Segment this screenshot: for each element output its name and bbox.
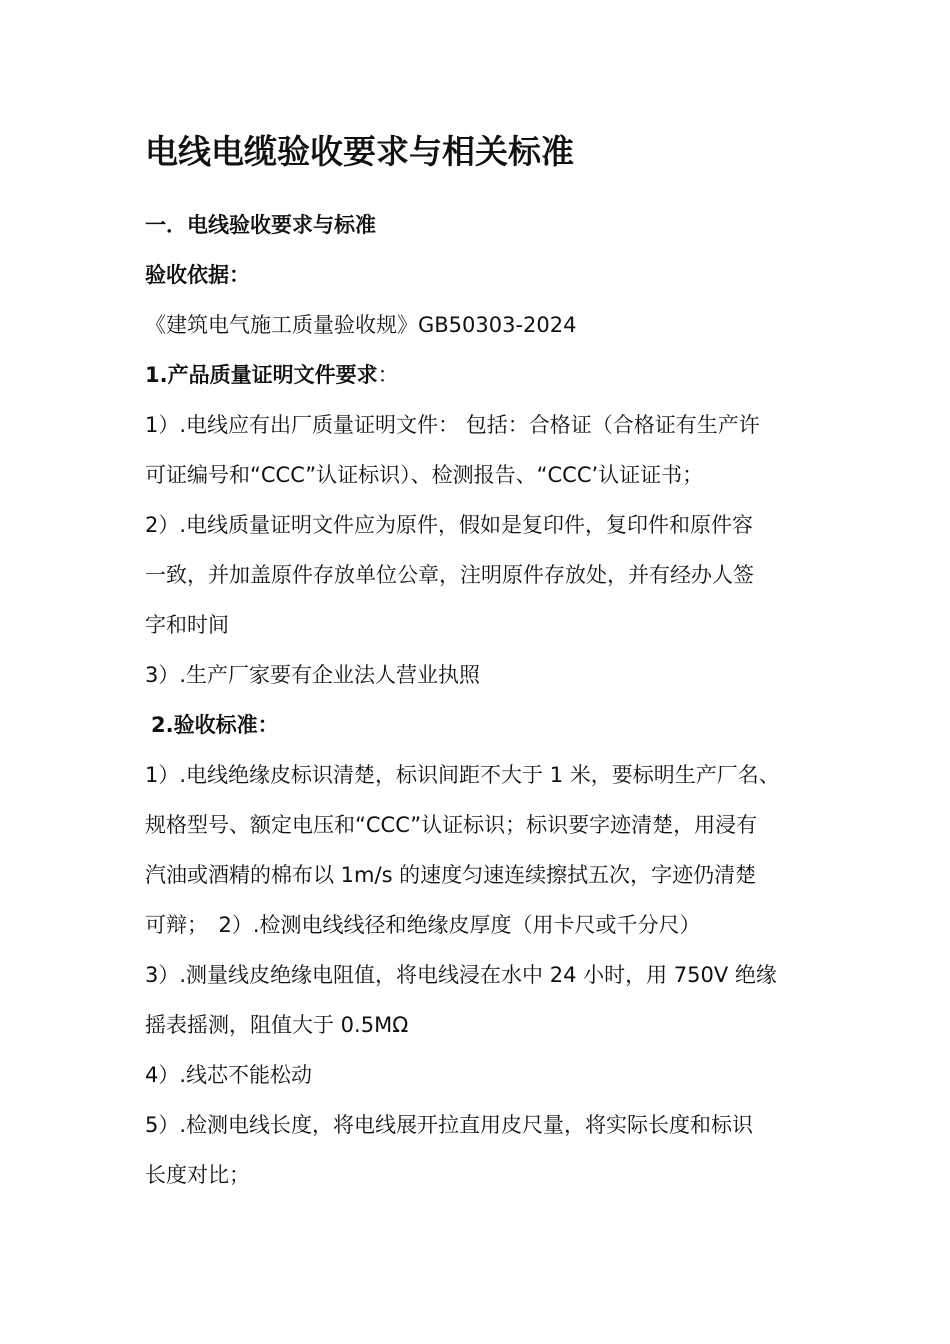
paragraph-line: 1）.电线应有出厂质量证明文件： 包括：合格证（合格证有生产许 bbox=[145, 413, 760, 437]
paragraph-line: 汽油或酒精的棉布以 1m/s 的速度匀速连续擦拭五次，字迹仍清楚 bbox=[145, 863, 757, 887]
subheading-quality-docs bbox=[145, 360, 399, 390]
document-title: 电线电缆验收要求与相关标准 bbox=[145, 132, 574, 171]
paragraph-line: 规格型号、额定电压和“CCC”认证标识；标识要字迹清楚，用浸有 bbox=[145, 813, 758, 837]
paragraph-line: 《建筑电气施工质量验收规》GB50303-2024 bbox=[145, 313, 577, 337]
subheading-quality-docs-text: 1.产品质量证明文件要求 bbox=[145, 363, 378, 387]
paragraph-line: 可辩； 2）.检测电线线径和绝缘皮厚度（用卡尺或千分尺） bbox=[145, 913, 701, 937]
paragraph-line: 可证编号和“CCC”认证标识）、检测报告、“CCC’认证证书； bbox=[145, 463, 704, 487]
paragraph-line: 3）.生产厂家要有企业法人营业执照 bbox=[145, 663, 481, 687]
section-heading: 一．电线验收要求与标准 bbox=[145, 213, 376, 237]
paragraph-line: 字和时间 bbox=[145, 613, 229, 637]
paragraph-line: 3）.测量线皮绝缘电阻值，将电线浸在水中 24 小时，用 750V 绝缘 bbox=[145, 963, 777, 987]
subheading-standards: 2.验收标准： bbox=[151, 713, 279, 737]
subheading-basis: 验收依据： bbox=[145, 263, 250, 287]
paragraph-line: 2）.电线质量证明文件应为原件，假如是复印件，复印件和原件容 bbox=[145, 513, 754, 537]
paragraph-line: 1）.电线绝缘皮标识清楚，标识间距不大于 1 米，要标明生产厂名、 bbox=[145, 763, 780, 787]
subheading-quality-docs-suffix: ： bbox=[377, 363, 399, 387]
paragraph-line: 长度对比； bbox=[145, 1163, 250, 1187]
paragraph-line: 摇表摇测，阻值大于 0.5MΩ bbox=[145, 1013, 409, 1037]
paragraph-line: 一致，并加盖原件存放单位公章，注明原件存放处，并有经办人签 bbox=[145, 563, 754, 587]
paragraph-line: 5）.检测电线长度，将电线展开拉直用皮尺量，将实际长度和标识 bbox=[145, 1113, 754, 1137]
paragraph-line: 4）.线芯不能松动 bbox=[145, 1063, 313, 1087]
